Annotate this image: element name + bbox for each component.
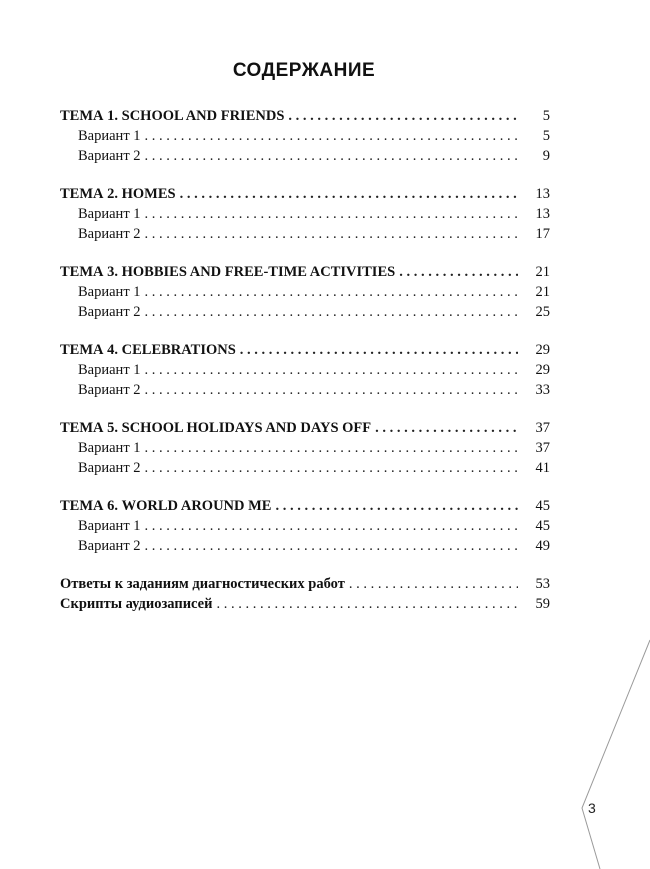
page-ref: 37 [535, 420, 550, 436]
toc-topic-entry[interactable] [60, 496, 550, 516]
dot-leader [145, 458, 518, 478]
table-of-contents [60, 106, 550, 614]
page-number: 3 [588, 800, 596, 816]
page-ref: 17 [535, 226, 550, 242]
toc-topic-entry[interactable] [60, 340, 550, 360]
toc-variant-entry[interactable] [60, 224, 550, 244]
page-ref: 45 [535, 518, 550, 534]
dot-leader [145, 302, 518, 322]
page-ref: 25 [535, 304, 550, 320]
toc-variant-entry[interactable] [60, 302, 550, 322]
toc-topic-group [60, 184, 550, 244]
dot-leader [145, 204, 518, 224]
page-ref: 37 [535, 440, 550, 456]
dot-leader [145, 282, 518, 302]
page-ref: 5 [542, 108, 550, 124]
topic-label: ТЕМА 6. WORLD AROUND ME [60, 498, 272, 514]
dot-leader [145, 126, 518, 146]
page-ref: 5 [542, 128, 550, 144]
variant-label: Вариант 2 [78, 226, 141, 242]
page-ref: 45 [535, 498, 550, 514]
variant-label: Вариант 2 [78, 382, 141, 398]
dot-leader [145, 360, 518, 380]
dot-leader [399, 262, 518, 282]
toc-variant-entry[interactable] [60, 126, 550, 146]
dot-leader [145, 438, 518, 458]
variant-label: Вариант 2 [78, 538, 141, 554]
toc-variant-entry[interactable] [60, 438, 550, 458]
dot-leader [145, 146, 518, 166]
dot-leader [145, 224, 518, 244]
dot-leader [145, 516, 518, 536]
topic-label: ТЕМА 2. HOMES [60, 186, 176, 202]
topic-label: ТЕМА 1. SCHOOL AND FRIENDS [60, 108, 285, 124]
page-ref: 9 [542, 148, 550, 164]
toc-variant-entry[interactable] [60, 380, 550, 400]
variant-label: Вариант 2 [78, 460, 141, 476]
appendix-label: Ответы к заданиям диагностических работ [60, 576, 345, 592]
dot-leader [288, 106, 518, 126]
variant-label: Вариант 1 [78, 206, 141, 222]
toc-variant-entry[interactable] [60, 458, 550, 478]
dot-leader [349, 574, 518, 594]
page-ref: 21 [535, 264, 550, 280]
page-ref: 13 [535, 206, 550, 222]
toc-topic-group [60, 106, 550, 166]
toc-variant-entry[interactable] [60, 360, 550, 380]
variant-label: Вариант 1 [78, 362, 141, 378]
page-ref: 59 [535, 596, 550, 612]
toc-topic-entry[interactable] [60, 184, 550, 204]
toc-variant-entry[interactable] [60, 204, 550, 224]
toc-topic-group [60, 418, 550, 478]
variant-label: Вариант 2 [78, 304, 141, 320]
topic-label: ТЕМА 3. HOBBIES AND FREE-TIME ACTIVITIES [60, 264, 396, 280]
page-ref: 49 [535, 538, 550, 554]
toc-title: СОДЕРЖАНИЕ [232, 60, 376, 81]
dot-leader [275, 496, 518, 516]
toc-topic-group [60, 496, 550, 556]
page-ref: 29 [535, 342, 550, 358]
variant-label: Вариант 1 [78, 284, 141, 300]
dot-leader [240, 340, 518, 360]
topic-label: ТЕМА 5. SCHOOL HOLIDAYS AND DAYS OFF [60, 420, 372, 436]
toc-topic-entry[interactable] [60, 106, 550, 126]
page-ref: 53 [535, 576, 550, 592]
topic-label: ТЕМА 4. CELEBRATIONS [60, 342, 236, 358]
toc-appendix-entry[interactable] [60, 574, 550, 594]
toc-variant-entry[interactable] [60, 282, 550, 302]
page-ref: 29 [535, 362, 550, 378]
variant-label: Вариант 1 [78, 128, 141, 144]
page-ref: 21 [535, 284, 550, 300]
toc-variant-entry[interactable] [60, 516, 550, 536]
toc-variant-entry[interactable] [60, 146, 550, 166]
page-ref: 33 [535, 382, 550, 398]
dot-leader [216, 594, 518, 614]
toc-topic-entry[interactable] [60, 262, 550, 282]
dot-leader [145, 380, 518, 400]
variant-label: Вариант 1 [78, 440, 141, 456]
toc-appendix-group [60, 574, 550, 614]
dot-leader [145, 536, 518, 556]
toc-topic-group [60, 262, 550, 322]
variant-label: Вариант 1 [78, 518, 141, 534]
toc-variant-entry[interactable] [60, 536, 550, 556]
toc-appendix-entry[interactable] [60, 594, 550, 614]
dot-leader [375, 418, 518, 438]
appendix-label: Скрипты аудиозаписей [60, 596, 213, 612]
dot-leader [180, 184, 518, 204]
toc-topic-group [60, 340, 550, 400]
variant-label: Вариант 2 [78, 148, 141, 164]
toc-topic-entry[interactable] [60, 418, 550, 438]
page-ref: 13 [535, 186, 550, 202]
page-ref: 41 [535, 460, 550, 476]
